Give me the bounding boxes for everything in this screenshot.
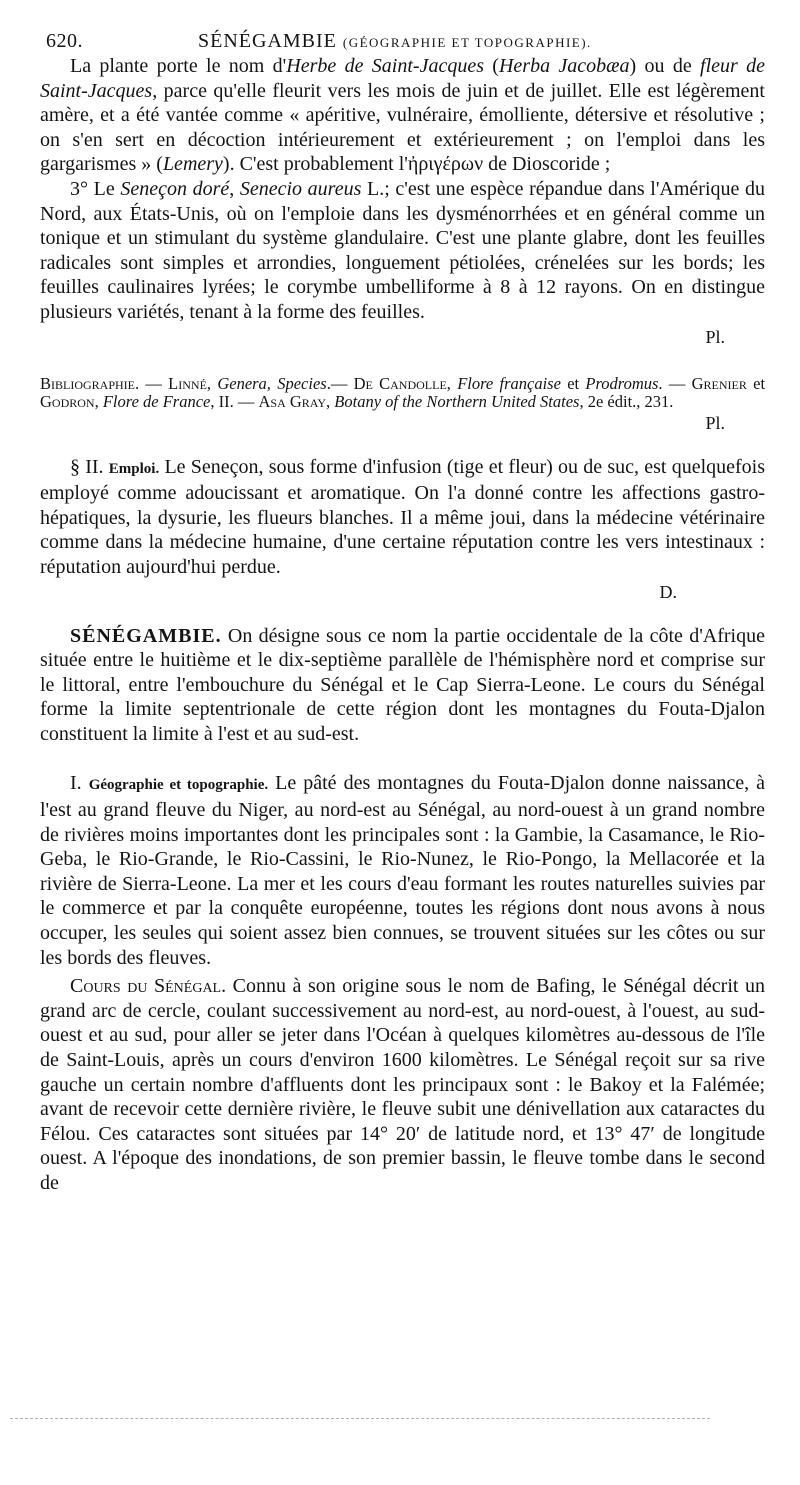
text: . — <box>658 373 692 393</box>
signature-d: D. <box>659 581 677 602</box>
paragraph-cours-du-senegal <box>40 974 765 1195</box>
text: , 2e édit., 231. <box>579 391 674 411</box>
running-title-main: SÉNÉGAMBIE <box>198 30 337 52</box>
text: ). C'est probablement l'ἠριγέρων de Dioscoride ; <box>222 153 611 176</box>
footer-rule <box>10 1418 710 1419</box>
author: De Candolle <box>353 373 447 393</box>
text: La plante porte le nom d' <box>70 55 287 77</box>
italic-term: Herbe de Saint-Jacques <box>286 55 484 77</box>
text: et <box>746 373 766 393</box>
italic-author: Lemery <box>162 153 223 176</box>
text: , II. — <box>210 391 259 411</box>
author: Asa Gray <box>258 391 327 411</box>
signature-pl: Pl. <box>705 412 725 433</box>
italic-title: Genera, Species <box>217 373 327 393</box>
text: , <box>446 373 458 393</box>
page-number: 620. <box>46 30 83 52</box>
text: , <box>326 391 335 411</box>
text: 3° Le <box>70 177 121 200</box>
text: Le pâté des montagnes du Fouta-Djalon donne naissance, à l'est au grand fleuve du Niger, au nord-est au Sénégal, au nord-ouest à un grand nombre de rivières moins importantes dont les principales sont : la Gambie, la Casamance, le Rio-Geba, le Rio-Grande, le Rio-Cassini, le Rio-Nunez, le Rio-Pongo, la Mellacorée et la rivière de Sierra-Leone. La mer et les cours d'eau formant les routes naturelles suivies par le commerce et par la conquête européenne, toutes les régions dont nous avons à nous occuper, les seules qui soient assez bien connues, se trouvent situées sur les côtes ou sur les bords des fleuves. <box>40 772 766 969</box>
page <box>40 26 765 1196</box>
author: Grenier <box>691 373 747 393</box>
paragraph-geographie <box>40 771 765 970</box>
text: On désigne sous ce nom la partie occidentale de la côte d'Afrique située entre le huitième et le dix-septième parallèle de l'hémisphère nord et comprise sur le littoral, entre l'embouchure du Sénégal et le Cap Sierra-Leone. Le cours du Sénégal forme la limite septentrionale de cette région dont les montagnes du Fouta-Djalon constituent la limite à l'est et au sud-est. <box>40 624 765 745</box>
text: ( <box>483 55 499 77</box>
text: , <box>94 391 103 411</box>
author: Linné <box>168 373 207 393</box>
text: L.; c'est une espèce répandue dans l'Amérique du Nord, aux États-Unis, où on l'emploie dans les dysménorrhées et en général comme un tonique et un stimulant du système glandulaire. C'est une plante glabre, dont les feuilles radicales sont simples et arrondies, longuement pétiolées, crénelées sur les bords; les feuilles caulinaires lyrées; le corymbe umbelliforme à 8 à 12 rayons. On en distingue plusieurs variétés, tenant à la forme des feuilles. <box>40 177 766 323</box>
section-heading: Emploi. <box>108 460 160 477</box>
text: , <box>206 373 218 393</box>
italic-term: Seneçon doré <box>120 177 230 200</box>
text: , <box>229 177 240 200</box>
signature-pl: Pl. <box>705 326 725 347</box>
paragraph-herbe-saint-jacques <box>40 54 765 177</box>
text: Connu à son origine sous le nom de Bafing, le Sénégal décrit un grand arc de cercle, coulant successivement au nord-est, au nord-ouest, à l'ouest, au sud-ouest et au sud, pour aller se jeter dans l'Océan à quelques kilomètres au-dessous de l'île de Saint-Louis, après un cours d'environ 1600 kilomètres. Le Sénégal reçoit sur sa rive gauche un certain nombre d'affluents dont les principaux sont : le Bakoy et la Falémée; avant de recevoir cette dernière rivière, le fleuve subit une dénivellation aux cataractes du Félou. Ces cataractes sont situées par 14° 20′ de latitude nord, et 13° 47′ de longitude ouest. A l'époque des inondations, de son premier bassin, le fleuve tombe dans le second de <box>40 975 765 1194</box>
paragraph-senecon-dore <box>40 177 765 325</box>
text: Le Seneçon, sous forme d'infusion (tige et fleur) ou de suc, est quelquefois employé comme adoucissant et aromatique. On l'a donné contre les affections gastro-hépatiques, la dysurie, les flueurs blanches. Il a même joui, dans la médecine vétérinaire comme dans la médecine humaine, d'une certaine réputation contre les vers intestinaux : réputation aujourd'hui perdue. <box>40 455 766 578</box>
italic-term: Herba Jacobæa <box>498 55 630 77</box>
running-title <box>198 30 592 53</box>
italic-term: fleur de Saint-Jacques <box>40 55 766 102</box>
text: ) ou de <box>629 55 701 77</box>
page-header <box>40 26 765 54</box>
bibliography-label: Bibliographie. <box>40 373 140 393</box>
section-heading: Géographie et topographie. <box>88 777 269 794</box>
section-number: I. <box>70 772 82 795</box>
italic-title: Flore française <box>457 373 561 393</box>
paragraph-senegambie <box>40 624 765 747</box>
italic-title: Botany of the Northern United States <box>334 391 580 411</box>
paragraph-emploi <box>40 455 765 580</box>
italic-term: Senecio aureus <box>239 177 362 200</box>
running-title-sub: (GÉOGRAPHIE ET TOPOGRAPHIE). <box>342 35 592 50</box>
section-number: § II. <box>70 455 104 478</box>
text: — <box>139 373 169 393</box>
italic-title: Flore de France <box>102 391 211 411</box>
text: , parce qu'elle fleurit vers les mois de juin et de juillet. Elle est légèrement amère, et a été vantée comme « apéritive, vulnéraire, émolliente, détersive et résolutive ; on s'en sert en décoction intérieurement et extérieurement ; on l'emploi dans les gargarismes » ( <box>40 79 765 176</box>
text: et <box>560 373 586 393</box>
author: Godron <box>40 391 95 411</box>
entry-heading: SÉNÉGAMBIE. <box>70 624 222 647</box>
text: .— <box>326 373 354 393</box>
subsection-heading: Cours du Sénégal. <box>70 975 227 998</box>
italic-title: Prodromus <box>585 373 659 393</box>
bibliography <box>40 375 765 411</box>
